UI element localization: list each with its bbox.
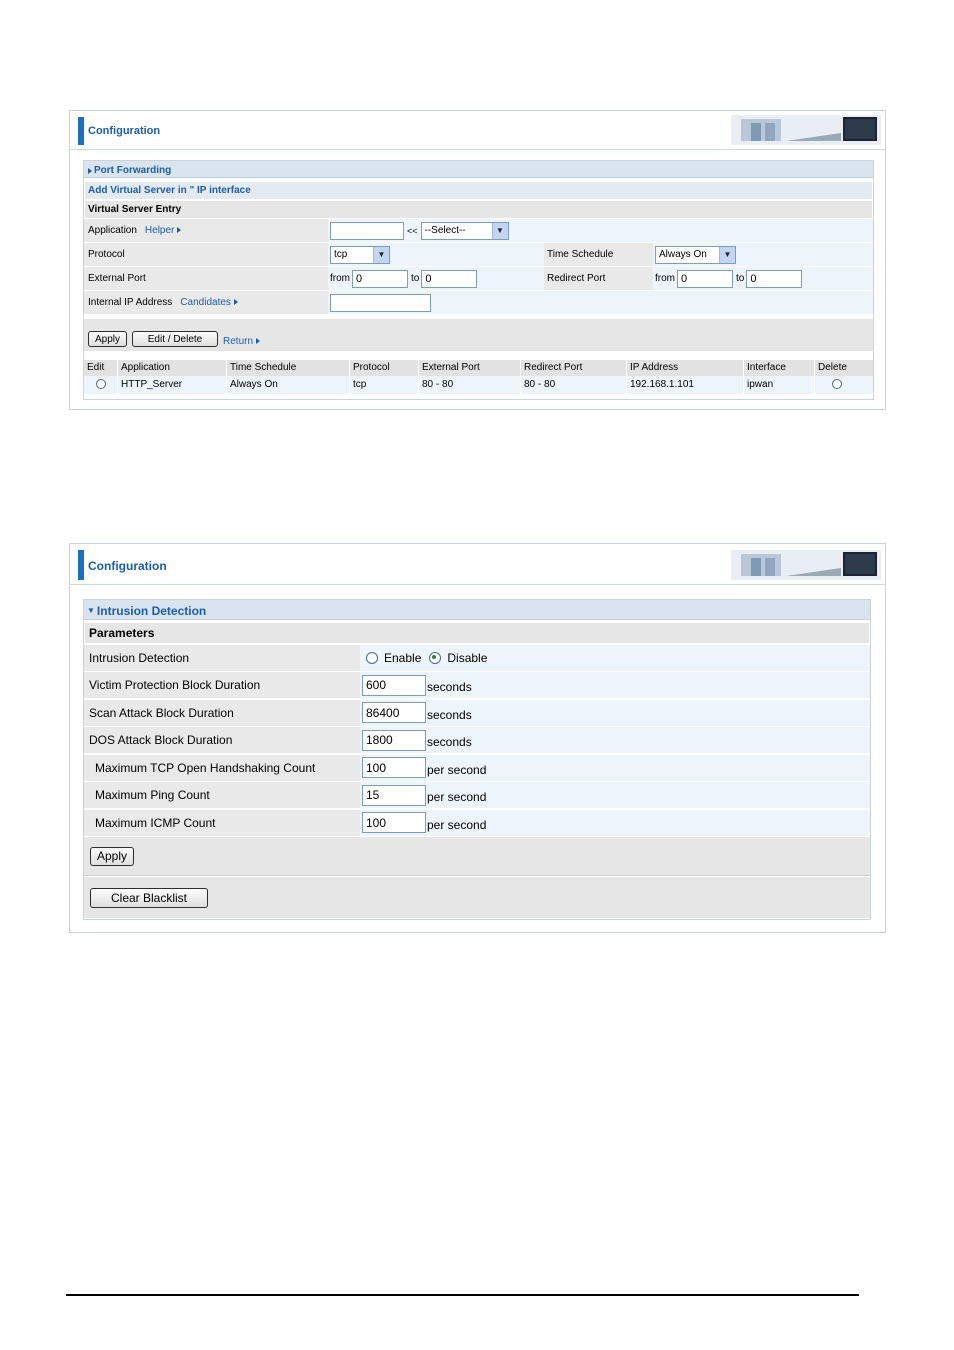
parameter-unit: per second bbox=[427, 817, 487, 832]
application-input[interactable] bbox=[330, 222, 404, 240]
column-header: External Port bbox=[419, 360, 521, 376]
chevron-down-icon: ▼ bbox=[719, 247, 735, 263]
page-bottom-rule bbox=[66, 1294, 859, 1296]
application-label: Application bbox=[88, 225, 137, 236]
helper-link[interactable] bbox=[145, 225, 181, 236]
header-title: Configuration bbox=[88, 559, 167, 573]
config-header bbox=[70, 544, 885, 585]
column-header: IP Address bbox=[627, 360, 744, 376]
external-port-to-input[interactable] bbox=[421, 270, 477, 288]
protocol-select-value: tcp bbox=[334, 249, 348, 260]
parameter-value-cell bbox=[360, 672, 870, 698]
parameter-row bbox=[84, 700, 870, 727]
return-link-text: Return bbox=[223, 335, 254, 347]
redirect-port-label-cell bbox=[544, 267, 653, 290]
parameter-value-cell bbox=[360, 782, 870, 808]
time-schedule-select-value: Always On bbox=[659, 249, 707, 260]
internal-ip-label-cell bbox=[84, 291, 328, 314]
intrusion-detection-window bbox=[69, 543, 886, 933]
ip-address-cell: 192.168.1.101 bbox=[627, 376, 744, 394]
intrusion-detection-label-cell bbox=[84, 645, 360, 671]
parameter-input[interactable] bbox=[362, 702, 426, 723]
parameters-heading: Parameters bbox=[85, 623, 869, 643]
application-cell: HTTP_Server bbox=[118, 376, 227, 394]
virtual-server-table bbox=[84, 360, 873, 394]
protocol-cell: tcp bbox=[350, 376, 419, 394]
apply-button[interactable]: Apply bbox=[90, 847, 134, 866]
panel-title: Intrusion Detection bbox=[96, 603, 207, 618]
table-row bbox=[84, 376, 873, 394]
protocol-label: Protocol bbox=[88, 249, 125, 260]
candidates-link[interactable] bbox=[180, 297, 238, 308]
protocol-value-cell bbox=[328, 243, 544, 266]
parameter-label: Scan Attack Block Duration bbox=[89, 705, 234, 720]
parameter-value-cell bbox=[360, 810, 870, 836]
redirect-port-value-cell bbox=[653, 267, 873, 290]
chevron-down-icon: ▼ bbox=[492, 223, 508, 239]
external-port-cell: 80 - 80 bbox=[419, 376, 521, 394]
parameter-unit: seconds bbox=[427, 707, 472, 722]
virtual-server-entry-heading: Virtual Server Entry bbox=[85, 201, 872, 218]
protocol-label-cell bbox=[84, 243, 328, 266]
office-banner-icon bbox=[731, 550, 881, 580]
parameter-unit: seconds bbox=[427, 735, 472, 749]
redirect-port-cell: 80 - 80 bbox=[521, 376, 627, 394]
parameter-row bbox=[84, 782, 870, 809]
panel-title: Port Forwarding bbox=[94, 165, 172, 176]
parameter-row bbox=[84, 727, 870, 754]
edit-cell bbox=[84, 376, 118, 394]
intrusion-detection-row bbox=[84, 645, 870, 672]
to-label: to bbox=[411, 273, 420, 284]
parameter-label: Maximum TCP Open Handshaking Count bbox=[95, 760, 316, 775]
column-header: Protocol bbox=[350, 360, 419, 376]
column-header: Interface bbox=[744, 360, 815, 376]
external-port-label-cell bbox=[84, 267, 328, 290]
intrusion-detection-panel bbox=[83, 599, 871, 920]
header-accent-bar bbox=[78, 550, 84, 580]
candidates-link-text: Candidates bbox=[180, 297, 231, 308]
intrusion-detection-value-cell bbox=[360, 645, 870, 671]
internal-ip-label: Internal IP Address bbox=[88, 297, 173, 308]
disable-radio[interactable] bbox=[429, 652, 441, 664]
external-port-row bbox=[84, 267, 873, 291]
clear-blacklist-row bbox=[84, 877, 870, 919]
parameter-input[interactable] bbox=[362, 812, 426, 833]
helper-link-text: Helper bbox=[144, 225, 175, 236]
application-select-value: --Select-- bbox=[424, 225, 466, 236]
parameter-label-cell bbox=[84, 727, 360, 753]
from-label: from bbox=[330, 273, 350, 284]
parameter-input[interactable] bbox=[362, 757, 426, 778]
parameter-row bbox=[84, 810, 870, 837]
intrusion-detection-heading[interactable] bbox=[84, 600, 870, 620]
office-banner-icon bbox=[731, 115, 881, 145]
header-accent-bar bbox=[78, 117, 84, 145]
parameter-value-cell bbox=[360, 700, 870, 726]
parameter-unit: per second bbox=[427, 790, 487, 804]
redirect-port-label: Redirect Port bbox=[547, 273, 606, 284]
parameter-label: Victim Protection Block Duration bbox=[89, 678, 261, 692]
action-row bbox=[84, 319, 873, 352]
internal-ip-row bbox=[84, 291, 873, 315]
parameter-label-cell bbox=[84, 782, 360, 808]
edit-delete-button[interactable]: Edit / Delete bbox=[132, 331, 218, 347]
interface-cell: ipwan bbox=[744, 376, 815, 394]
time-schedule-value-cell bbox=[653, 243, 873, 266]
port-forwarding-heading[interactable] bbox=[84, 161, 873, 178]
return-link[interactable] bbox=[223, 336, 260, 347]
apply-button[interactable]: Apply bbox=[88, 331, 127, 347]
parameter-unit: seconds bbox=[427, 680, 472, 694]
parameter-row bbox=[84, 755, 870, 782]
redirect-port-to-input[interactable] bbox=[746, 270, 802, 288]
expand-arrow-icon bbox=[88, 168, 92, 174]
external-port-value-cell bbox=[328, 267, 544, 290]
application-value-cell bbox=[328, 219, 873, 242]
protocol-select[interactable] bbox=[330, 246, 390, 264]
column-header: Redirect Port bbox=[521, 360, 627, 376]
header-title: Configuration bbox=[88, 125, 161, 137]
disable-label: Disable bbox=[447, 651, 488, 665]
copy-arrow-text: << bbox=[407, 225, 418, 236]
redirect-port-from-input[interactable] bbox=[677, 270, 733, 288]
parameter-label: DOS Attack Block Duration bbox=[89, 733, 233, 747]
delete-cell bbox=[815, 376, 873, 394]
external-port-from-input[interactable] bbox=[352, 270, 408, 288]
parameter-value-cell bbox=[360, 755, 870, 781]
parameter-label-cell bbox=[84, 672, 360, 698]
port-forwarding-panel bbox=[83, 160, 874, 400]
time-schedule-cell: Always On bbox=[227, 376, 350, 394]
arrow-right-icon bbox=[177, 227, 181, 233]
internal-ip-input[interactable] bbox=[330, 294, 431, 312]
internal-ip-value-cell bbox=[328, 291, 873, 314]
chevron-down-icon: ▼ bbox=[373, 247, 389, 263]
column-header: Time Schedule bbox=[227, 360, 350, 376]
delete-radio[interactable] bbox=[832, 379, 842, 389]
intrusion-detection-label: Intrusion Detection bbox=[89, 651, 190, 665]
parameter-input[interactable] bbox=[362, 675, 426, 696]
parameter-row bbox=[84, 672, 870, 699]
clear-blacklist-button[interactable]: Clear Blacklist bbox=[90, 888, 208, 908]
time-schedule-select[interactable] bbox=[655, 246, 736, 264]
apply-row bbox=[84, 837, 870, 876]
time-schedule-label: Time Schedule bbox=[547, 249, 614, 260]
config-header bbox=[70, 111, 885, 150]
parameter-label: Maximum Ping Count bbox=[95, 788, 210, 802]
enable-label: Enable bbox=[384, 651, 422, 665]
parameter-value-cell bbox=[360, 727, 870, 753]
parameter-input[interactable] bbox=[362, 785, 426, 806]
add-virtual-server-subtitle: Add Virtual Server in " IP interface bbox=[85, 182, 872, 199]
application-select[interactable] bbox=[421, 222, 509, 240]
arrow-right-icon bbox=[256, 338, 260, 344]
protocol-row bbox=[84, 243, 873, 267]
edit-radio[interactable] bbox=[96, 379, 106, 389]
from-label: from bbox=[655, 273, 675, 284]
port-forwarding-window bbox=[69, 110, 886, 410]
column-header: Edit bbox=[84, 360, 118, 376]
parameter-input[interactable] bbox=[362, 730, 426, 751]
column-header: Application bbox=[118, 360, 227, 376]
parameter-unit: per second bbox=[427, 762, 487, 777]
arrow-right-icon bbox=[234, 299, 238, 305]
parameter-label: Maximum ICMP Count bbox=[95, 815, 216, 830]
parameter-label-cell bbox=[84, 755, 360, 781]
column-header: Delete bbox=[815, 360, 873, 376]
time-schedule-label-cell bbox=[544, 243, 653, 266]
external-port-label: External Port bbox=[88, 273, 146, 284]
enable-radio[interactable] bbox=[366, 652, 378, 664]
table-header-row bbox=[84, 360, 873, 376]
application-row bbox=[84, 219, 873, 243]
parameter-label-cell bbox=[84, 700, 360, 726]
collapse-arrow-icon: ▼ bbox=[87, 606, 95, 615]
to-label: to bbox=[736, 273, 745, 284]
application-label-cell bbox=[84, 219, 328, 242]
parameter-label-cell bbox=[84, 810, 360, 836]
